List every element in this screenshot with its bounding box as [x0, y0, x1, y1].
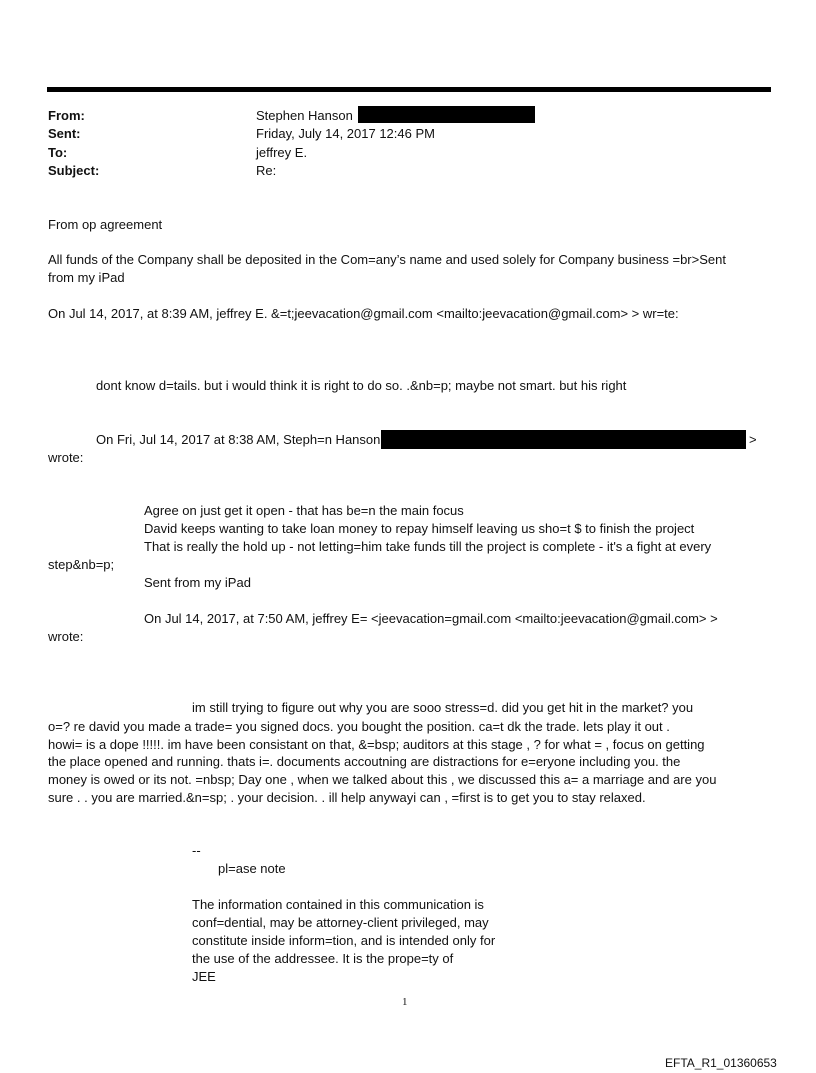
body-line: wrote: [48, 629, 84, 644]
body-line: That is really the hold up - not letting=him take funds till the project is complete - it's a fight at every [144, 539, 712, 554]
subject-label: Subject: [48, 163, 100, 178]
to-value: jeffrey E. [256, 145, 308, 160]
body-line: On Fri, Jul 14, 2017 at 8:38 AM, Steph=n Hanson [96, 432, 381, 447]
body-line: On Jul 14, 2017, at 7:50 AM, jeffrey E= <jeevacation=gmail.com <mailto:jeevacation@gmail.com> > [144, 611, 718, 626]
body-line: On Jul 14, 2017, at 8:39 AM, jeffrey E. &=t;jeevacation@gmail.com <mailto:jeevacation@gmail.com> > wr=te: [48, 306, 679, 321]
body-line: from my iPad [48, 270, 125, 285]
body-line: From op agreement [48, 217, 163, 232]
body-line: money is owed or its not. =nbsp; Day one , when we talked about this , we discussed this a= a marriage and are you [48, 772, 717, 787]
body-line: > [749, 432, 757, 447]
to-label: To: [48, 145, 68, 160]
sent-label: Sent: [48, 126, 81, 141]
from-value: Stephen Hanson [256, 108, 353, 123]
signature-separator: -- [192, 843, 201, 858]
redaction-box [381, 430, 746, 449]
body-line: Agree on just get it open - that has be=n the main focus [144, 503, 464, 518]
disclaimer-line: conf=dential, may be attorney-client privileged, may [192, 915, 489, 930]
body-line: wrote: [48, 450, 84, 465]
body-line: howi= is a dope !!!!!. im have been consistant on that, &=bsp; auditors at this stage , ? for what = , focus on getting [48, 737, 705, 752]
body-line: Sent from my iPad [144, 575, 251, 590]
page-number: 1 [402, 996, 408, 1008]
body-line: sure . . you are married.&n=sp; . your decision. . ill help anywayi can , =first is to get you to stay relaxed. [48, 790, 646, 805]
disclaimer-line: the use of the addressee. It is the prope=ty of [192, 951, 454, 966]
body-line: All funds of the Company shall be deposited in the Com=any’s name and used solely for Company business =br>Sent [48, 252, 726, 267]
body-line: pl=ase note [218, 861, 286, 876]
disclaimer-line: constitute inside inform=tion, and is intended only for [192, 933, 496, 948]
header-rule [47, 87, 771, 92]
subject-value: Re: [256, 163, 277, 178]
body-line: dont know d=tails. but i would think it is right to do so. .&nb=p; maybe not smart. but his right [96, 378, 627, 393]
body-line: step&nb=p; [48, 557, 115, 572]
body-line: im still trying to figure out why you are sooo stress=d. did you get hit in the market? you [192, 700, 694, 715]
body-line: the place opened and running. thats i=. documents accoutning are distractions for e=eryone including you. the [48, 754, 681, 769]
disclaimer-line: JEE [192, 969, 216, 984]
body-line: o=? re david you made a trade= you signed docs. you bought the position. ca=t dk the trade. lets play it out . [48, 719, 670, 734]
redaction-box [358, 106, 535, 123]
from-label: From: [48, 108, 85, 123]
disclaimer-line: The information contained in this communication is [192, 897, 484, 912]
sent-value: Friday, July 14, 2017 12:46 PM [256, 126, 435, 141]
body-line: David keeps wanting to take loan money to repay himself leaving us sho=t $ to finish the project [144, 521, 695, 536]
document-id: EFTA_R1_01360653 [665, 1056, 777, 1070]
